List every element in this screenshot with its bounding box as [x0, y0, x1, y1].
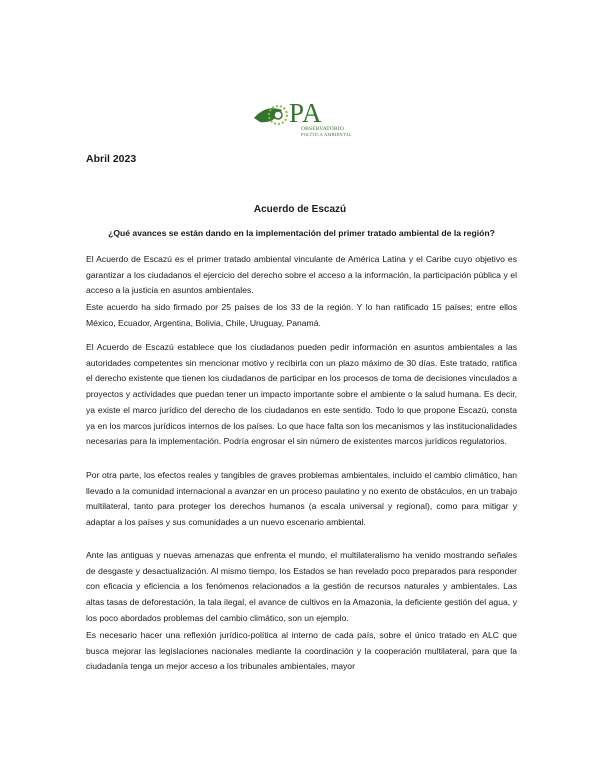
logo-wordmark: PA [289, 98, 323, 128]
opa-logo [252, 98, 372, 142]
leaf-circle-icon [252, 98, 292, 134]
logo-subtitle-1: OBSERVATORIO [301, 126, 345, 132]
paragraph-3: El Acuerdo de Escazú establece que los ciudadanos pueden pedir información en asuntos ambientales a las autoridades competentes sin mencionar motivo y recibirla con un plazo máximo de 30 días. Este tratado, ratifica el derecho existente que tienen los ciudadanos de participar en los procesos de toma de decisiones vinculados a proyectos y actividades que puedan tener un impacto importante sobre el ambiente o la salud humana. Es decir, ya existe el marco jurídico del derecho de los ciudadanos en este sentido. Todo lo que propone Escazú, consta ya en los marcos jurídicos internos de los países. Lo que hace falta son los mecanismos y las institucionalidades necesarias para la implementación. Podría engrosar el sin número de existentes marcos jurídicos regulatorios. [86, 342, 517, 447]
document-subtitle: ¿Qué avances se están dando en la implementación del primer tratado ambiental de la región? [108, 228, 495, 238]
paragraph-4: Por otra parte, los efectos reales y tangibles de graves problemas ambientales, incluido el cambio climático, han llevado a la comunidad internacional a avanzar en un proceso paulatino y no exento de obstáculos, en un trabajo multilateral, tanto para proteger los derechos humanos (a escala universal y regional), como para mitigar y adaptar a los países y sus comunidades a un nuevo escenario ambiental. [86, 470, 517, 528]
document-title: Acuerdo de Escazú [253, 204, 347, 215]
paragraph-5: Ante las antiguas y nuevas amenazas que enfrenta el mundo, el multilateralismo ha venido mostrando señales de desgaste y desactualización. Al mismo tiempo, los Estados se han revelado poco preparados para responder con eficacia y eficiencia a los fenómenos relacionados a la gestión de recursos naturales y ambientales. Las altas tasas de deforestación, la tala ilegal, el avance de cultivos en la Amazonia, la deficiente gestión del agua, y los poco abordados problemas del cambio climático, son un ejemplo. [86, 550, 517, 623]
paragraph-2: Este acuerdo ha sido firmado por 25 países de los 33 de la región. Y lo han ratificado 15 países; entre ellos México, Ecuador, Argentina, Bolivia, Chile, Uruguay, Panamá. [86, 302, 517, 328]
document-date: Abril 2023 [86, 153, 137, 165]
logo-subtitle-2: POLÍTICA AMBIENTAL [301, 132, 352, 137]
paragraph-1: El Acuerdo de Escazú es el primer tratado ambiental vinculante de América Latina y el Caribe cuyo objetivo es garantizar a los ciudadanos el ejercicio del derecho sobre el acceso a la información, la participación pública y el acceso a la justicia en asuntos ambientales. [86, 254, 517, 296]
paragraph-6: Es necesario hacer una reflexión jurídico-política al interno de cada país, sobre el único tratado en ALC que busca mejorar las legislaciones nacionales mediante la coordinación y la cooperación multilateral, para que la ciudadanía tenga un mejor acceso a los tribunales ambientales, mayor [86, 630, 517, 672]
